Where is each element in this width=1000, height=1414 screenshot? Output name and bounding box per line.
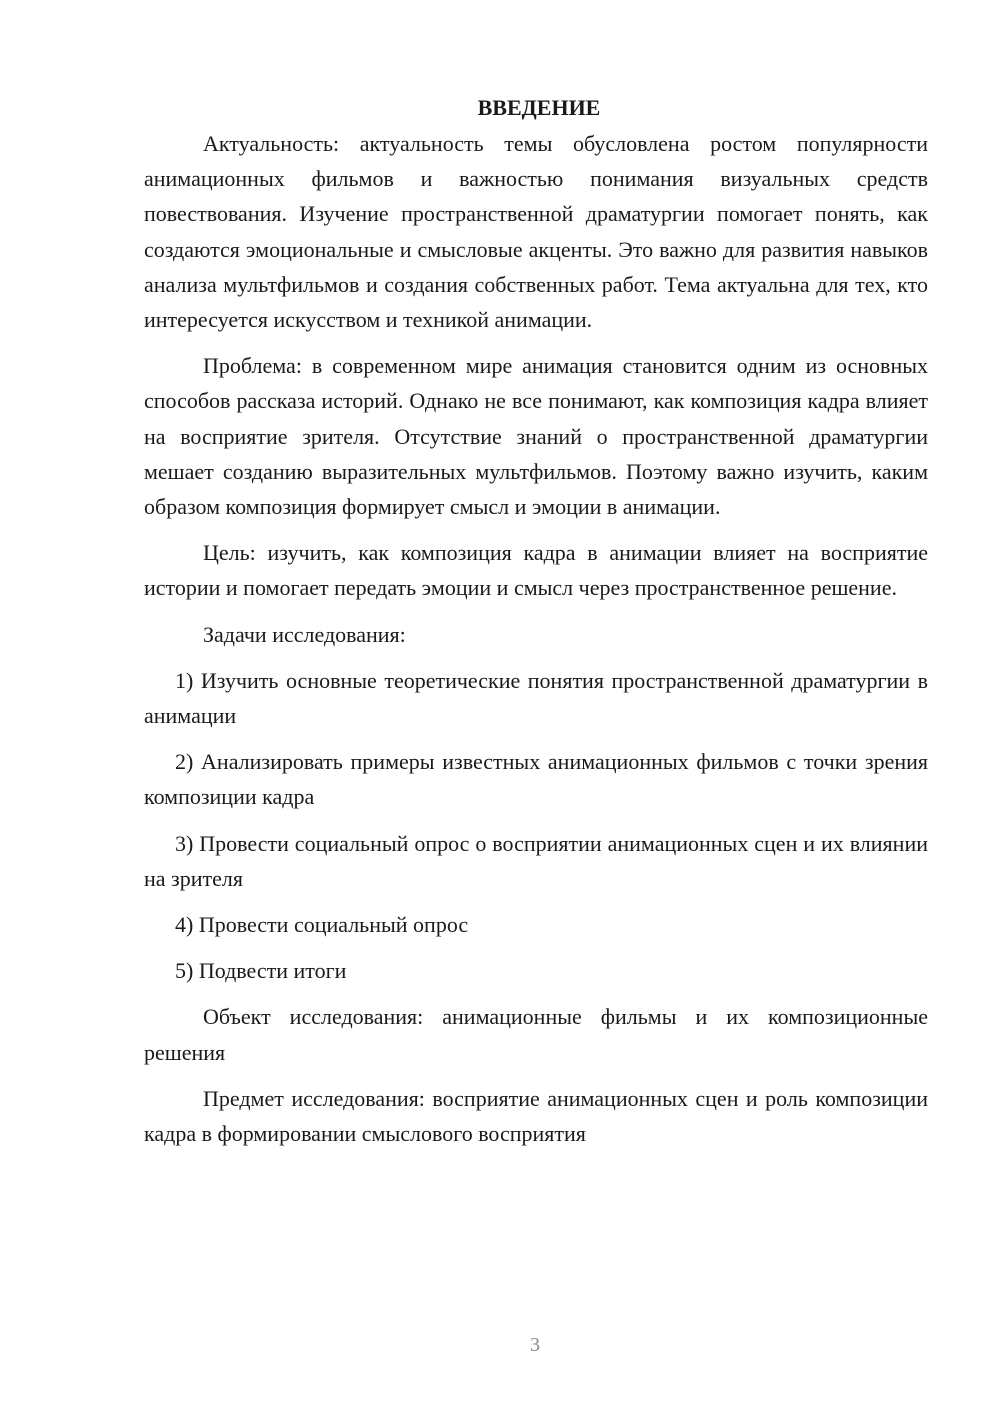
problem-paragraph: Проблема: в современном мире анимация становится одним из основных способов рассказа историй. Однако не все понимают, как композиция кадра влияет на восприятие зрителя. Отсутствие знаний о пространственной драматургии мешает созданию выразительных мультфильмов. Поэтому важно изучить, каким образом композиция формирует смысл и эмоции в анимации.	[144, 353, 928, 520]
goal-paragraph: Цель: изучить, как композиция кадра в анимации влияет на восприятие истории и помогает передать эмоции и смысл через пространственное решение.	[144, 540, 928, 601]
section-title: ВВЕДЕНИЕ	[477, 95, 601, 120]
task-item-2: 2) Анализировать примеры известных анимационных фильмов с точки зрения композиции кадра	[144, 749, 928, 810]
task-item-1: 1) Изучить основные теоретические понятия пространственной драматургии в анимации	[144, 667, 928, 729]
object-paragraph: Объект исследования: анимационные фильмы и их композиционные решения	[144, 1004, 928, 1065]
page-number: 3	[530, 1334, 540, 1356]
page-content	[144, 90, 928, 1151]
task-item-4: 4) Провести социальный опрос	[175, 912, 469, 938]
task-item-3: 3) Провести социальный опрос о восприятии анимационных сцен и их влиянии на зрителя	[144, 830, 928, 891]
subject-paragraph: Предмет исследования: восприятие анимационных сцен и роль композиции кадра в формировании смыслового восприятия	[144, 1085, 928, 1147]
tasks-heading: Задачи исследования:	[203, 621, 406, 647]
task-item-5: 5) Подвести итоги	[175, 958, 347, 984]
relevance-paragraph: Актуальность: актуальность темы обусловлена ростом популярности анимационных фильмов и важностью понимания визуальных средств повествования. Изучение пространственной драматургии помогает понять, как создаются эмоциональные и смысловые акценты. Это важно для развития навыков анализа мультфильмов и создания собственных работ. Тема актуальна для тех, кто интересуется искусством и техникой анимации.	[144, 131, 928, 333]
